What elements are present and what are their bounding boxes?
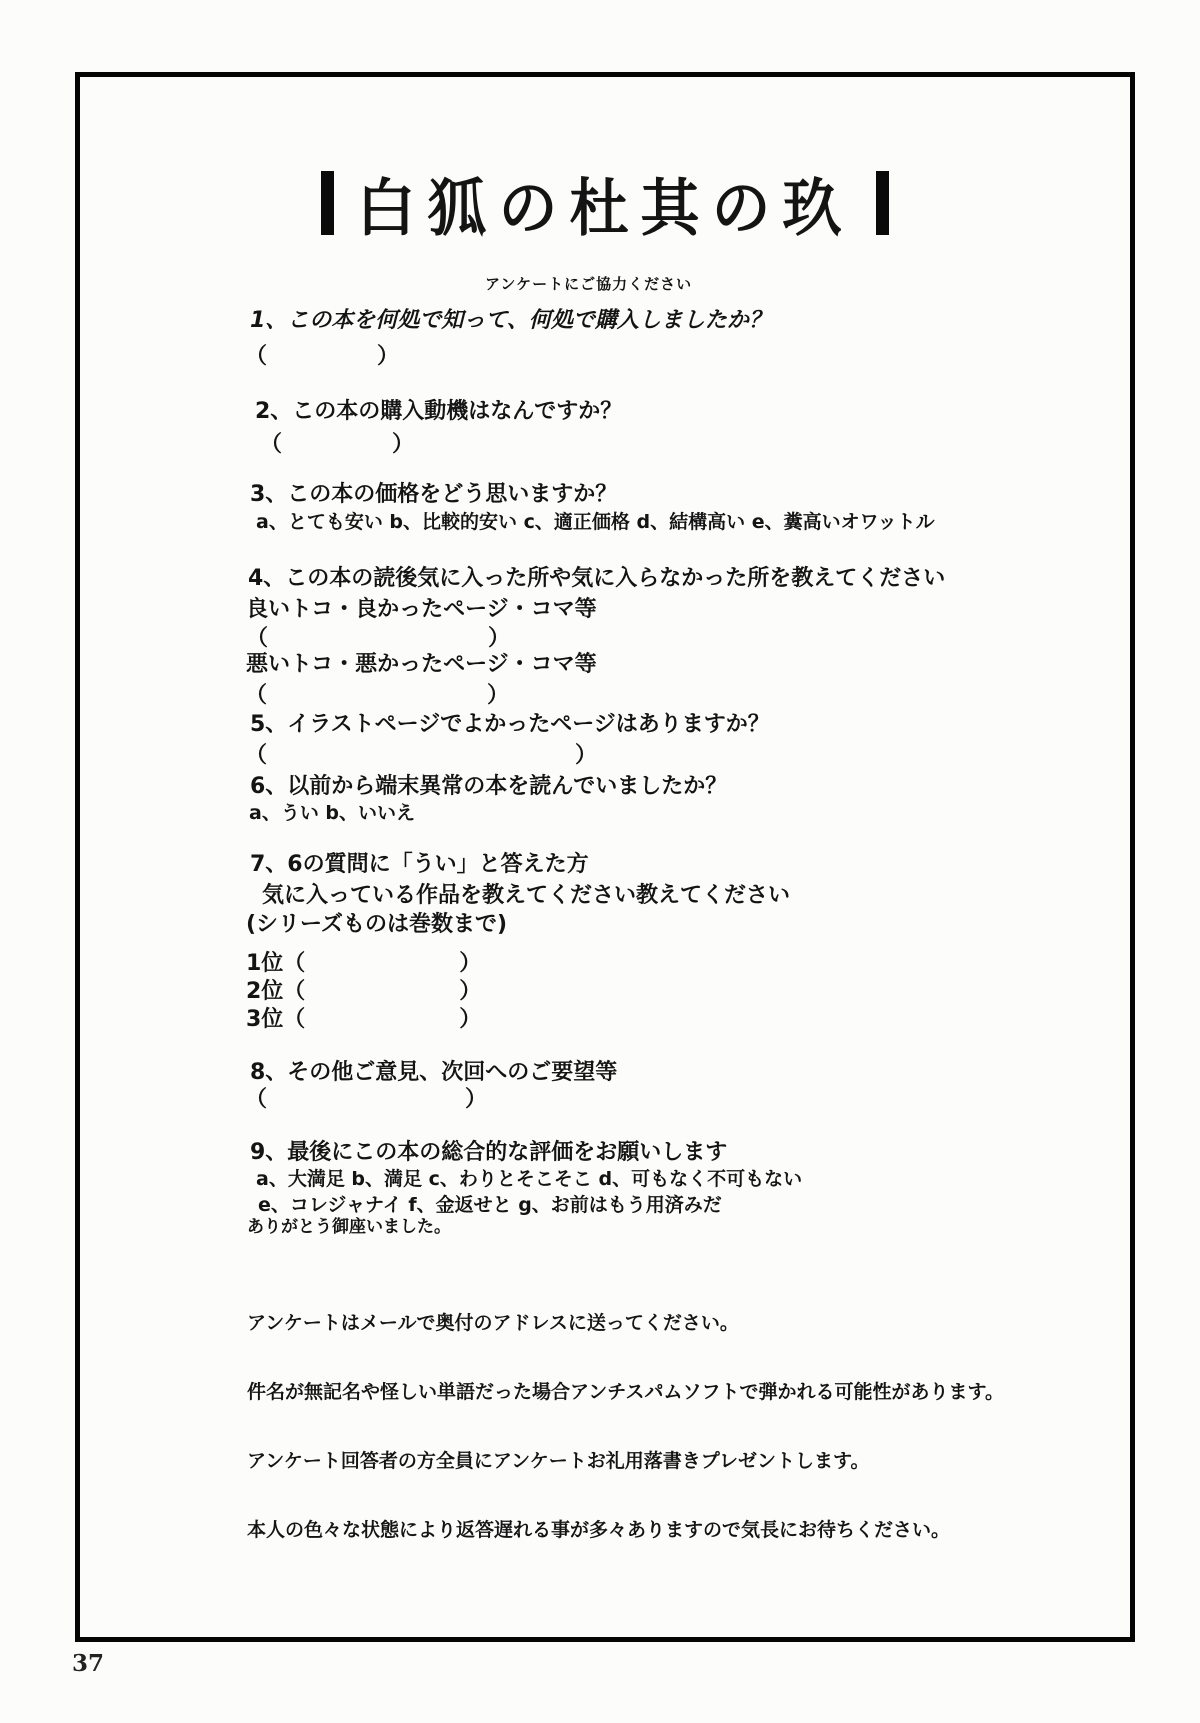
question-9-thanks: ありがとう御座いました。	[247, 1217, 451, 1237]
question-7-line2: 気に入っている作品を教えてください教えてください	[262, 883, 791, 908]
question-7-text: 7、6の質問に「うい」と答えた方	[250, 852, 589, 877]
question-8-text: 8、その他ご意見、次回へのご要望等	[250, 1060, 618, 1085]
question-2-blank: （ ）	[260, 432, 415, 457]
question-7-rank1: 1位（ ）	[246, 951, 482, 976]
question-9-options2: e、コレジャナイ f、金返せと g、お前はもう用済みだ	[258, 1194, 722, 1216]
title-right-bar	[876, 171, 889, 235]
question-4-text: 4、この本の読後気に入った所や気に入らなかった所を教えてください	[248, 566, 946, 591]
question-1-text: 1、この本を何処で知って、何処で購入しましたか？	[250, 308, 771, 333]
question-2-text: 2、この本の購入動機はなんですか？	[255, 399, 623, 424]
question-7-rank2: 2位（ ）	[246, 979, 482, 1004]
survey-title: 白狐の杜其の玖	[356, 171, 854, 244]
footer-note-1: アンケートはメールで奥付のアドレスに送ってください。	[247, 1312, 739, 1334]
question-3-text: 3、この本の価格をどう思いますか？	[250, 482, 618, 507]
question-4-bad-blank: （ ）	[245, 683, 510, 708]
question-5-text: 5、イラストページでよかったページはありますか？	[250, 712, 770, 737]
question-1-blank: （ ）	[245, 344, 400, 369]
question-6-text: 6、以前から端末異常の本を読んでいましたか？	[250, 774, 728, 799]
survey-subtitle: アンケートにご協力ください	[485, 275, 693, 293]
question-9-text: 9、最後にこの本の総合的な評価をお願いします	[250, 1140, 728, 1165]
survey-title-row	[75, 160, 1135, 245]
question-3-options: a、とても安い b、比較的安い c、適正価格 d、結構高い e、糞高いオワットル	[256, 511, 935, 533]
question-6-options: a、うい b、いいえ	[249, 802, 416, 824]
footer-notes	[247, 1266, 1004, 1565]
question-9-options1: a、大満足 b、満足 c、わりとそこそこ d、可もなく不可もない	[256, 1168, 803, 1190]
footer-note-3: アンケート回答者の方全員にアンケートお礼用落書きプレゼントします。	[247, 1450, 870, 1472]
question-7-rank3: 3位（ ）	[246, 1007, 482, 1032]
footer-note-4: 本人の色々な状態により返答遅れる事が多々ありますので気長にお待ちください。	[247, 1519, 951, 1541]
question-8-blank: （ ）	[245, 1087, 488, 1112]
question-4-good-label: 良いトコ・良かったページ・コマ等	[246, 597, 597, 622]
question-4-bad-label: 悪いトコ・悪かったページ・コマ等	[246, 652, 597, 677]
footer-note-2: 件名が無記名や怪しい単語だった場合アンチスパムソフトで弾かれる可能性があります。	[247, 1381, 1004, 1403]
question-7-line3: (シリーズものは巻数まで)	[246, 912, 508, 937]
question-4-good-blank: （ ）	[246, 626, 511, 651]
page-number: 37	[72, 1650, 105, 1677]
question-5-blank: （ ）	[245, 743, 598, 768]
title-left-bar	[321, 171, 334, 235]
